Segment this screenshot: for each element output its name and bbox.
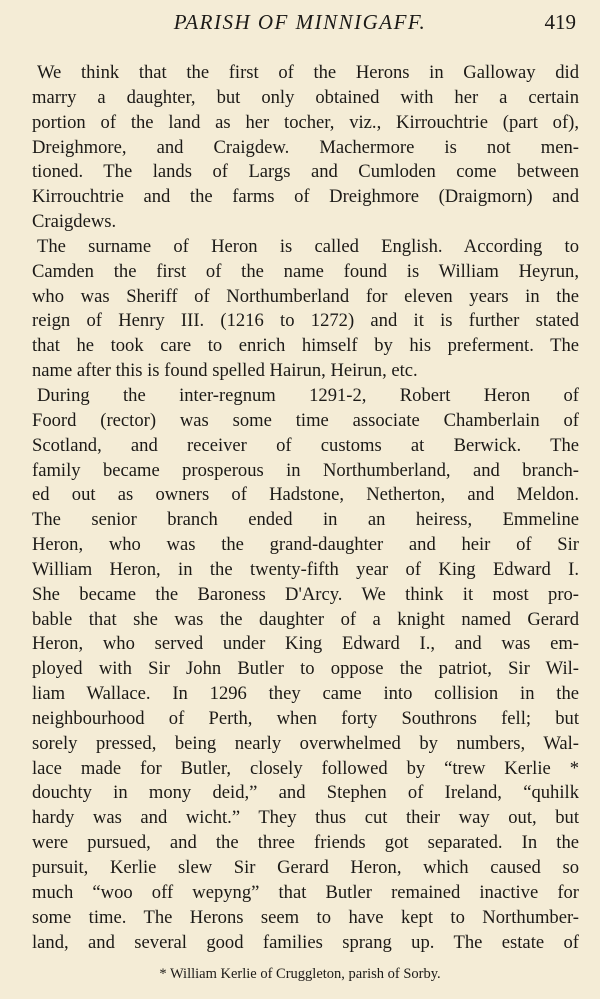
text-line: neighbourhood of Perth, when forty Southrons fell; but <box>32 707 579 729</box>
running-title: PARISH OF MINNIGAFF. <box>173 10 427 34</box>
text-line: William Heron, in the twenty-fifth year of King Edward I. <box>32 558 579 580</box>
text-line: Craigdews. <box>32 211 117 233</box>
text-line: some time. The Herons seem to have kept to Northumber- <box>32 906 579 928</box>
text-line: Scotland, and receiver of customs at Berwick. The <box>32 434 579 456</box>
text-line: who was Sheriff of Northumberland for eleven years in the <box>32 285 579 307</box>
text-line: The surname of Heron is called English. According to <box>37 235 579 257</box>
text-line: portion of the land as her tocher, viz., Kirrouchtrie (part of), <box>32 111 579 133</box>
text-line: The senior branch ended in an heiress, Emmeline <box>32 509 579 531</box>
text-line: liam Wallace. In 1296 they came into collision in the <box>32 683 579 705</box>
text-line: bable that she was the daughter of a knight named Gerard <box>32 608 579 630</box>
text-line: sorely pressed, being nearly overwhelmed by numbers, Wal- <box>32 732 579 754</box>
text-line: lace made for Butler, closely followed by “trew Kerlie * <box>32 757 579 779</box>
footnote: * William Kerlie of Cruggleton, parish of Sorby. <box>159 966 441 982</box>
text-line: hardy was and wicht.” They thus cut their way out, but <box>32 807 579 829</box>
text-line: pursuit, Kerlie slew Sir Gerard Heron, which caused so <box>32 857 579 878</box>
text-line: ployed with Sir John Butler to oppose the patriot, Sir Wil- <box>32 658 579 680</box>
text-line: She became the Baroness D'Arcy. We think it most pro- <box>32 583 579 605</box>
text-line: ed out as owners of Hadstone, Netherton, and Meldon. <box>32 484 579 506</box>
text-line: Dreighmore, and Craigdew. Machermore is not men- <box>32 136 579 158</box>
text-line: marry a daughter, but only obtained with her a certain <box>32 86 579 108</box>
running-head <box>0 6 600 40</box>
text-line: reign of Henry III. (1216 to 1272) and it is further stated <box>32 310 579 332</box>
text-line: much “woo off wepyng” that Butler remained inactive for <box>32 881 579 903</box>
text-line: douchty in mony deid,” and Stephen of Ireland, “quhilk <box>32 782 579 804</box>
text-line: We think that the first of the Herons in Galloway did <box>37 62 579 83</box>
page-number: 419 <box>544 10 576 34</box>
text-line: tioned. The lands of Largs and Cumloden come between <box>32 161 579 183</box>
text-line: were pursued, and the three friends got separated. In the <box>32 832 579 854</box>
text-line: family became prosperous in Northumberland, and branch- <box>32 459 579 481</box>
text-line: land, and several good families sprang up. The estate of <box>32 931 579 953</box>
text-line: Heron, who served under King Edward I., and was em- <box>32 633 579 655</box>
text-line: that he took care to enrich himself by his preferment. The <box>32 335 579 357</box>
body-text <box>32 61 579 955</box>
text-line: Foord (rector) was some time associate Chamberlain of <box>32 409 579 431</box>
text-line: Heron, who was the grand-daughter and heir of Sir <box>32 534 579 556</box>
text-line: During the inter-regnum 1291-2, Robert Heron of <box>37 384 579 406</box>
text-line: name after this is found spelled Hairun, Heirun, etc. <box>32 360 418 382</box>
text-line: Kirrouchtrie and the farms of Dreighmore (Draigmorn) and <box>32 186 579 208</box>
text-line: Camden the first of the name found is William Heyrun, <box>32 260 579 282</box>
